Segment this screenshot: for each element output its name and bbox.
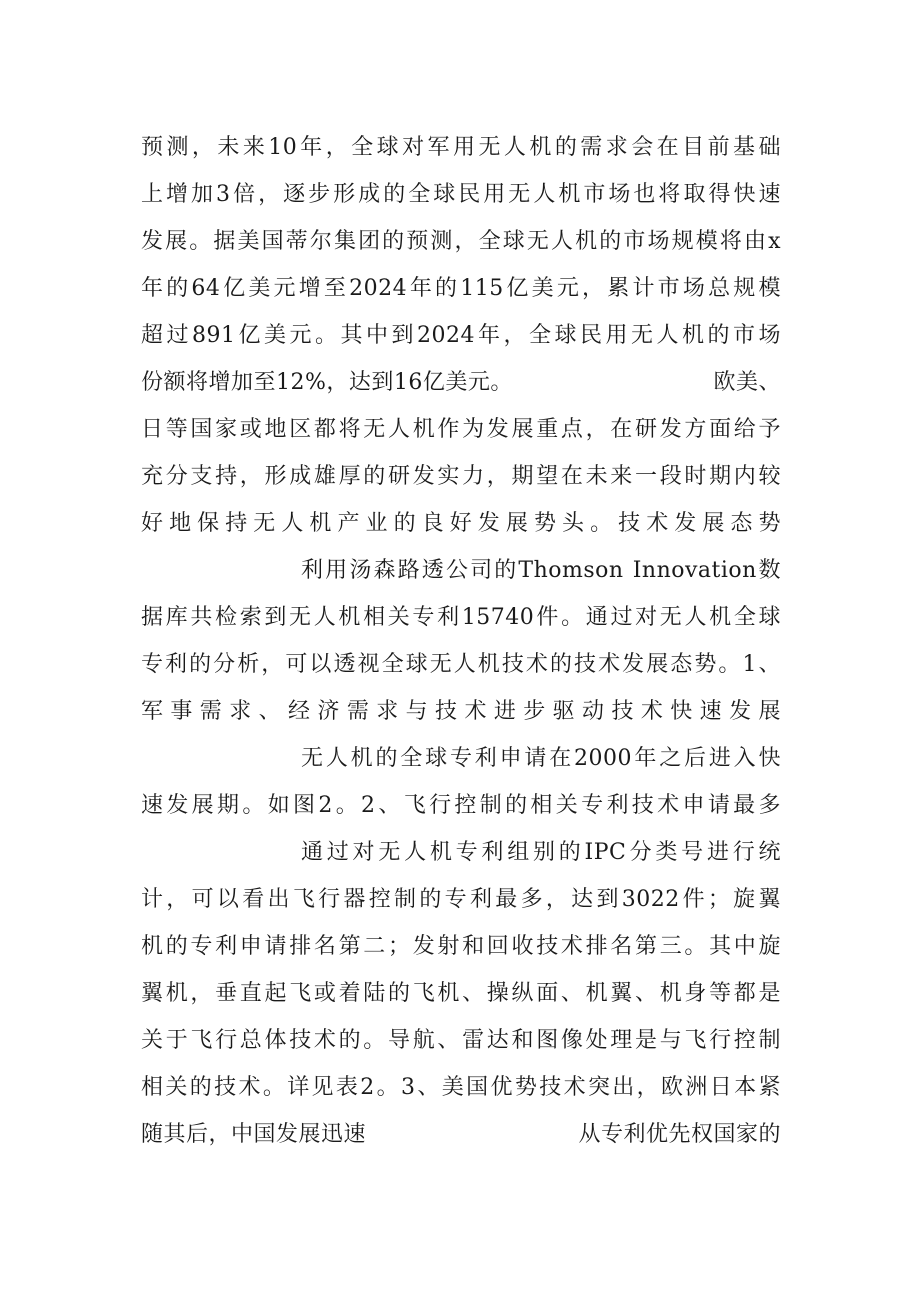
text-line-7: 日等国家或地区都将无人机作为发展重点，在研发方面给予 — [141, 417, 781, 442]
text-line-1: 预测，未来10年，全球对军用无人机的需求会在目前基础 — [141, 135, 781, 160]
text-line-15: 速发展期。如图2。2、飞行控制的相关专利技术申请最多 — [141, 793, 781, 818]
text-line-20: 关于飞行总体技术的。导航、雷达和图像处理是与飞行控制 — [141, 1028, 781, 1053]
text-line-22 — [141, 1111, 781, 1158]
text-line-11: 据库共检索到无人机相关专利15740件。通过对无人机全球 — [141, 605, 781, 630]
text-line-4: 年的64亿美元增至2024年的115亿美元，累计市场总规模 — [141, 276, 781, 301]
text-line-10: 利用汤森路透公司的Thomson Innovation数 — [301, 558, 781, 583]
text-line-17: 计，可以看出飞行器控制的专利最多，达到3022件；旋翼 — [141, 887, 781, 912]
text-line-19: 翼机，垂直起飞或着陆的飞机、操纵面、机翼、机身等都是 — [141, 981, 781, 1006]
text-line-21: 相关的技术。详见表2。3、美国优势技术突出，欧洲日本紧 — [141, 1075, 781, 1100]
text-line-18: 机的专利申请排名第二；发射和回收技术排名第三。其中旋 — [141, 934, 781, 959]
text-line-6b: 欧美、 — [713, 370, 781, 395]
text-line-22a: 随其后，中国发展迅速 — [141, 1122, 367, 1147]
text-line-13: 军事需求、经济需求与技术进步驱动技术快速发展 — [141, 699, 781, 724]
text-line-16: 通过对无人机专利组别的IPC分类号进行统 — [301, 840, 781, 865]
text-line-3: 发展。据美国蒂尔集团的预测，全球无人机的市场规模将由x — [141, 229, 781, 254]
text-line-8: 充分支持，形成雄厚的研发实力，期望在未来一段时期内较 — [141, 464, 781, 489]
text-line-12: 专利的分析，可以透视全球无人机技术的技术发展态势。1、 — [141, 652, 781, 677]
text-line-22b: 从专利优先权国家的 — [578, 1122, 781, 1147]
text-line-14: 无人机的全球专利申请在2000年之后进入快 — [301, 746, 781, 771]
text-line-2: 上增加3倍，逐步形成的全球民用无人机市场也将取得快速 — [141, 182, 781, 207]
body-text — [141, 124, 781, 1158]
text-line-6 — [141, 359, 781, 406]
text-line-6a: 份额将增加至12%，达到16亿美元。 — [141, 370, 513, 395]
text-line-5: 超过891亿美元。其中到2024年，全球民用无人机的市场 — [141, 323, 781, 348]
text-line-9: 好地保持无人机产业的良好发展势头。技术发展态势 — [141, 511, 781, 536]
